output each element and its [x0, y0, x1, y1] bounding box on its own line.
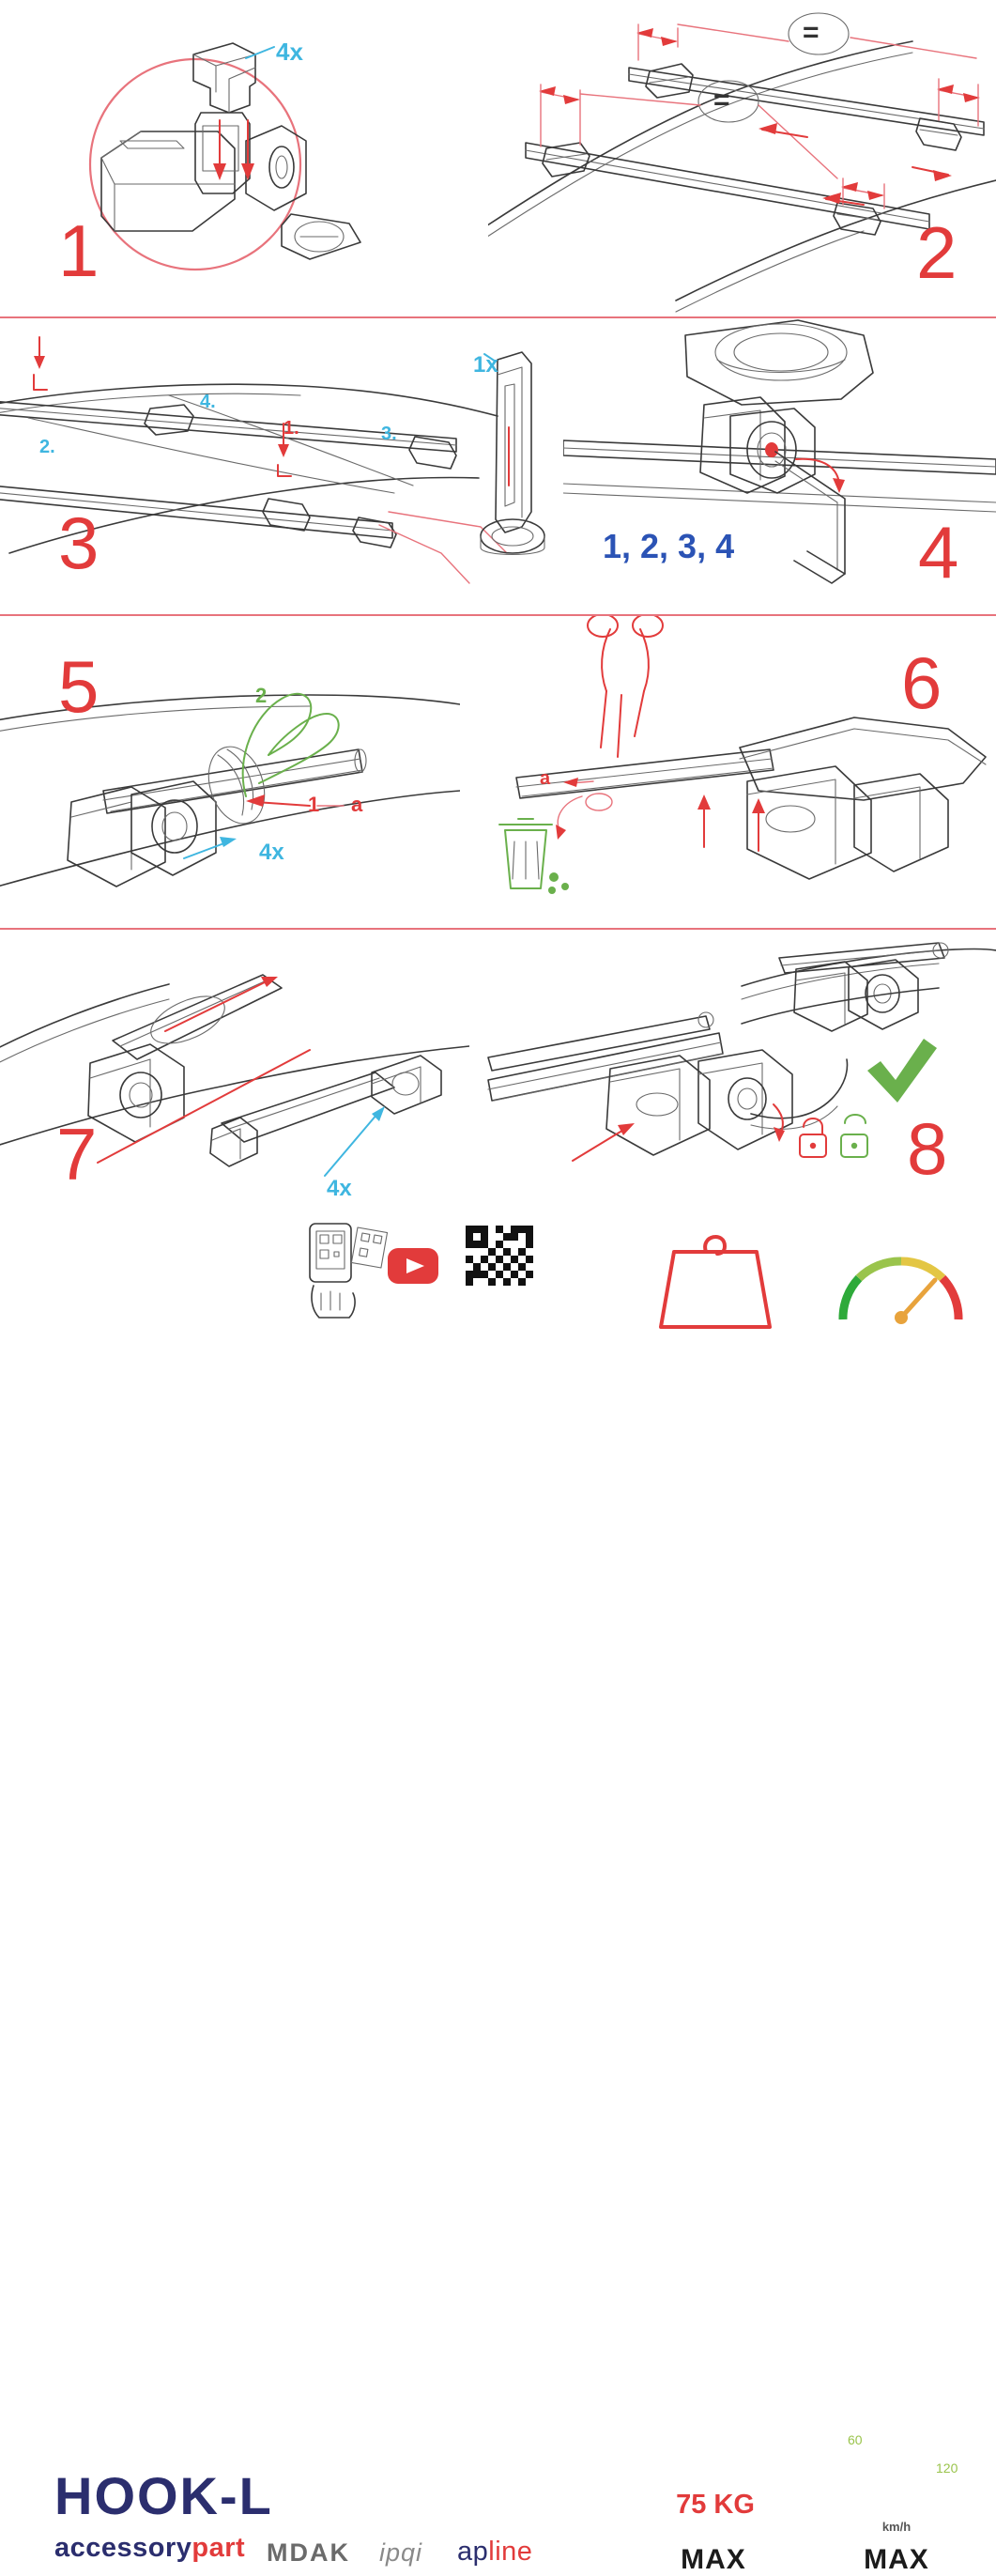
- step-6-number: 6: [901, 641, 943, 724]
- step-8-number: 8: [907, 1107, 949, 1190]
- step-3-order-4: 4.: [200, 392, 216, 412]
- apline-prefix: ap: [457, 2537, 489, 2567]
- step-5-part-a: a: [351, 793, 363, 816]
- step-panel-3: [0, 318, 563, 614]
- step-panel-6: [460, 616, 996, 928]
- footer-illustrations: [0, 1207, 996, 1409]
- footer: [0, 1207, 996, 2575]
- product-title: HOOK-L: [54, 2466, 273, 2525]
- step-7-quantity-label: 4x: [327, 1176, 352, 1201]
- step-1-quantity-label: 4x: [276, 38, 303, 66]
- step-2-equal-mark-2: =: [713, 85, 730, 116]
- step-4-number: 4: [918, 511, 960, 594]
- brand-suffix: part: [192, 2533, 246, 2563]
- partner-mdak: MDAK: [267, 2538, 350, 2567]
- step-3-order-3: 3.: [381, 424, 397, 444]
- step-panel-4: [563, 318, 996, 614]
- step-3-order-1: 1.: [283, 418, 299, 439]
- step-6-part-a: a: [540, 768, 551, 789]
- speed-scale-min: 60: [848, 2432, 863, 2447]
- step-4-sequence-label: 1, 2, 3, 4: [603, 527, 735, 565]
- speed-scale-max: 120: [936, 2460, 958, 2476]
- step-5-number: 5: [58, 645, 100, 728]
- step-5-order-1: 1: [308, 793, 320, 816]
- step-panel-1: [0, 0, 488, 316]
- step-panel-8: [469, 930, 996, 1207]
- load-limit-caption: MAX: [681, 2544, 746, 2575]
- load-limit-value: 75 KG: [676, 2490, 755, 2520]
- speed-limit-caption: MAX: [864, 2544, 929, 2575]
- step-panel-2: [488, 0, 996, 316]
- partner-ipqi: ipqi: [379, 2538, 423, 2567]
- step-panel-5: [0, 616, 460, 928]
- step-2-equal-mark-1: =: [803, 17, 820, 48]
- step-1-number: 1: [58, 209, 100, 292]
- partner-apline: [457, 2537, 532, 2568]
- speed-unit-label: km/h: [881, 2520, 912, 2534]
- brand-prefix: accessory: [54, 2533, 192, 2563]
- step-5-quantity-label: 4x: [259, 840, 284, 865]
- step-3-number: 3: [58, 501, 100, 584]
- apline-suffix: line: [488, 2537, 533, 2567]
- step-3-order-2: 2.: [39, 437, 55, 457]
- step-7-number: 7: [56, 1113, 99, 1195]
- step-5-order-2: 2: [255, 684, 268, 707]
- brand-name: [54, 2533, 245, 2564]
- step-panel-7: [0, 930, 469, 1207]
- step-3-quantity-label: 1x: [473, 352, 498, 378]
- step-2-number: 2: [916, 211, 958, 294]
